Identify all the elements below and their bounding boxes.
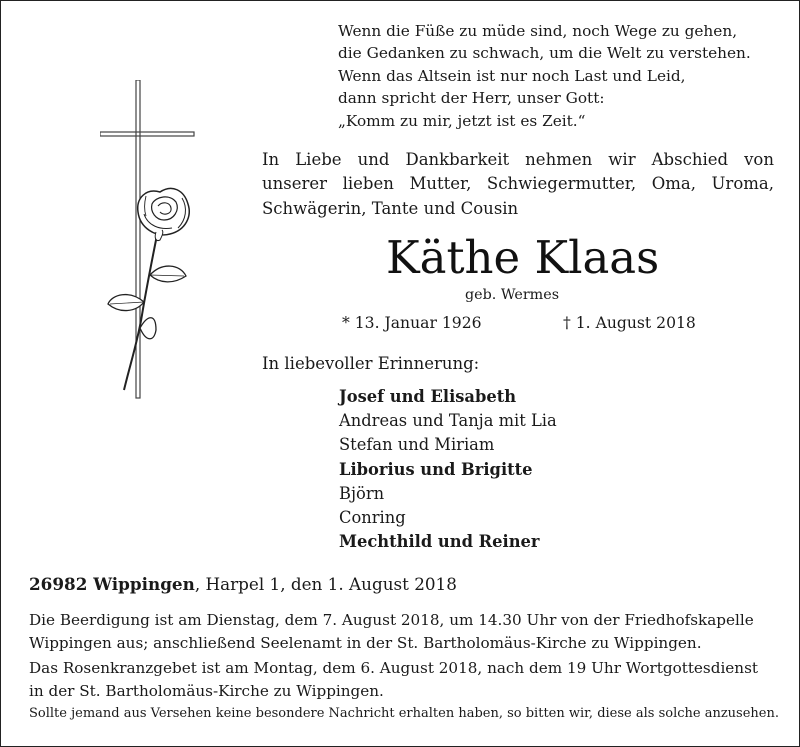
rosary-info <box>29 657 775 702</box>
family-list <box>339 385 557 554</box>
family-member: Björn <box>339 483 385 503</box>
rosary-line: in der St. Bartholomäus-Kirche zu Wippingen. <box>29 681 384 700</box>
cross-with-rose-icon <box>100 80 210 410</box>
notice-line: Sollte jemand aus Versehen keine besondere Nachricht erhalten haben, so bitten wir, diese als solche anzusehen. <box>29 706 779 721</box>
family-member: Liborius und Brigitte <box>339 459 533 479</box>
poem-line: Wenn die Füße zu müde sind, noch Wege zu gehen, <box>338 22 738 40</box>
burial-line: Die Beerdigung ist am Dienstag, dem 7. August 2018, um 14.30 Uhr von der Friedhofskapelle <box>29 611 754 629</box>
family-member: Stefan und Miriam <box>339 435 495 455</box>
burial-line: Wippingen aus; anschließend Seelenamt in der St. Bartholomäus-Kirche zu Wippingen. <box>29 633 702 652</box>
intro-line: Schwägerin, Tante und Cousin <box>262 198 519 218</box>
birth-date: * 13. Januar 1926 <box>342 314 482 332</box>
memory-heading: In liebevoller Erinnerung: <box>262 354 480 373</box>
poem-line: dann spricht der Herr, unser Gott: <box>338 89 605 108</box>
place-date-line <box>29 574 457 594</box>
death-date: † 1. August 2018 <box>563 314 696 332</box>
poem-line: Wenn das Altsein ist nur noch Last und Leid, <box>338 66 686 85</box>
family-member: Conring <box>339 508 406 528</box>
poem-line: die Gedanken zu schwach, um die Welt zu verstehen. <box>338 44 751 63</box>
deceased-name: Käthe Klaas <box>386 231 660 284</box>
farewell-intro <box>262 148 774 221</box>
family-member: Josef und Elisabeth <box>339 387 517 406</box>
place-city: 26982 Wippingen <box>29 574 195 594</box>
birth-name: geb. Wermes <box>465 287 560 303</box>
burial-info <box>29 609 775 654</box>
intro-line: unserer lieben Mutter, Schwiegermutter, Oma, Uroma, <box>262 174 774 194</box>
poem <box>338 20 751 132</box>
family-member: Mechthild und Reiner <box>339 532 540 552</box>
rosary-line: Das Rosenkranzgebet ist am Montag, dem 6. August 2018, nach dem 19 Uhr Wortgottesdienst <box>29 659 758 677</box>
place-address-date: , Harpel 1, den 1. August 2018 <box>194 574 457 594</box>
family-member: Andreas und Tanja mit Lia <box>339 411 557 431</box>
intro-line: In Liebe und Dankbarkeit nehmen wir Abschied von <box>262 150 774 169</box>
poem-line: „Komm zu mir, jetzt ist es Zeit.“ <box>338 111 586 130</box>
